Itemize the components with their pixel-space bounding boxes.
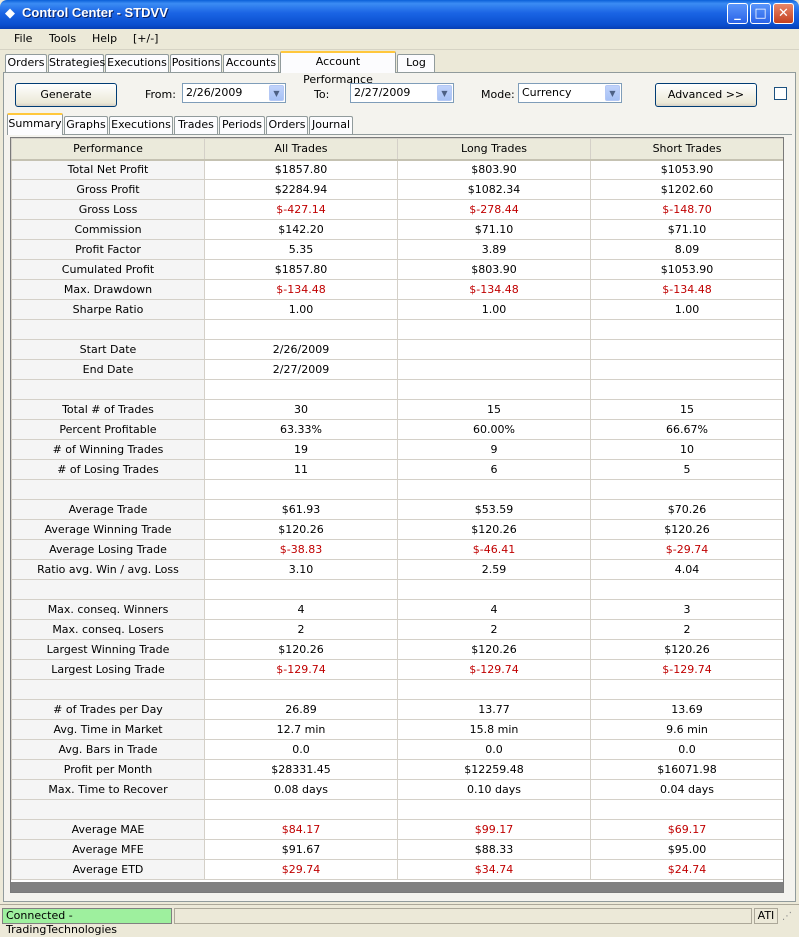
table-row[interactable] [12,820,784,840]
table-cell [205,380,398,400]
table-row[interactable] [12,720,784,740]
table-body [12,160,784,880]
table-cell: $29.74 [205,860,398,880]
table-cell: $-134.48 [591,280,784,300]
table-cell [205,580,398,600]
table-cell: 12.7 min [205,720,398,740]
table-cell: $-134.48 [205,280,398,300]
table-cell [205,320,398,340]
table-cell: 3.89 [398,240,591,260]
row-label: Avg. Time in Market [12,720,205,740]
row-label: # of Winning Trades [12,440,205,460]
table-cell: $71.10 [398,220,591,240]
table-cell [205,480,398,500]
table-cell: 4 [205,600,398,620]
table-cell: $120.26 [591,520,784,540]
table-row[interactable] [12,640,784,660]
row-label: Average Winning Trade [12,520,205,540]
row-label [12,580,205,600]
maximize-button[interactable]: □ [750,3,771,24]
table-cell: 0.0 [398,740,591,760]
table-cell: $120.26 [205,520,398,540]
table-cell: $-46.41 [398,540,591,560]
from-date-picker[interactable] [182,83,286,103]
table-cell: 5.35 [205,240,398,260]
tab-account-performance[interactable]: Account Performance [280,51,396,73]
table-cell [591,800,784,820]
table-row[interactable] [12,580,784,600]
table-cell: $70.26 [591,500,784,520]
from-date-value: 2/26/2009 [186,86,243,99]
row-label: # of Trades per Day [12,700,205,720]
table-cell: $-148.70 [591,200,784,220]
table-cell [591,680,784,700]
to-date-value: 2/27/2009 [354,86,411,99]
row-label [12,380,205,400]
table-cell [591,320,784,340]
chevron-down-icon[interactable]: ▼ [605,85,620,101]
table-cell: $24.74 [591,860,784,880]
performance-table [11,138,784,880]
table-cell [591,340,784,360]
status-bar [0,904,799,936]
table-cell: 2.59 [398,560,591,580]
tab-strategies[interactable]: Strategies [48,54,104,72]
row-label: Max. Drawdown [12,280,205,300]
subtab-executions[interactable]: Executions [109,116,173,134]
row-label: End Date [12,360,205,380]
row-label: Average ETD [12,860,205,880]
table-cell: 10 [591,440,784,460]
tab-executions[interactable]: Executions [105,54,169,72]
table-cell: $88.33 [398,840,591,860]
row-label: Profit per Month [12,760,205,780]
table-cell: 19 [205,440,398,460]
row-label: Total Net Profit [12,160,205,180]
column-header[interactable]: Performance [12,139,205,160]
table-cell: 4.04 [591,560,784,580]
advanced-button[interactable]: Advanced >> [655,83,757,107]
table-cell: $1053.90 [591,260,784,280]
generate-button[interactable]: Generate [15,83,117,107]
table-cell: 13.77 [398,700,591,720]
table-cell: 30 [205,400,398,420]
tab-positions[interactable]: Positions [170,54,222,72]
table-cell: 1.00 [591,300,784,320]
row-label: Start Date [12,340,205,360]
table-cell: 0.04 days [591,780,784,800]
table-cell: $120.26 [398,520,591,540]
menu-help[interactable]: Help [92,32,118,45]
row-label [12,800,205,820]
table-cell: $120.26 [398,640,591,660]
subtab-journal[interactable]: Journal [309,116,353,134]
table-cell: $1202.60 [591,180,784,200]
table-cell: 5 [591,460,784,480]
table-row[interactable] [12,740,784,760]
to-label: To: [314,88,330,101]
from-label: From: [145,88,176,101]
row-label: Ratio avg. Win / avg. Loss [12,560,205,580]
table-cell: 2 [205,620,398,640]
options-checkbox[interactable] [774,87,787,100]
column-header[interactable]: Short Trades [591,139,784,160]
connection-status: Connected - TradingTechnologies [2,908,172,924]
table-cell: $-129.74 [398,660,591,680]
table-cell [591,380,784,400]
table-cell [591,360,784,380]
table-row[interactable] [12,760,784,780]
row-label: Profit Factor [12,240,205,260]
table-cell [398,340,591,360]
row-label [12,480,205,500]
table-row[interactable] [12,540,784,560]
table-cell [398,480,591,500]
window-title: Control Center - STDVV [22,5,168,20]
table-cell: 3 [591,600,784,620]
row-label: Total # of Trades [12,400,205,420]
row-label [12,680,205,700]
table-cell: $120.26 [591,640,784,660]
table-row[interactable] [12,660,784,680]
row-label: Max. conseq. Losers [12,620,205,640]
table-cell: $91.67 [205,840,398,860]
menu-tools[interactable]: Tools [49,32,77,45]
table-cell: $1857.80 [205,160,398,180]
table-cell [398,800,591,820]
table-cell: 4 [398,600,591,620]
table-row[interactable] [12,400,784,420]
table-row[interactable] [12,800,784,820]
table-row[interactable] [12,300,784,320]
row-label: Max. Time to Recover [12,780,205,800]
row-label: Largest Losing Trade [12,660,205,680]
table-cell: 63.33% [205,420,398,440]
row-label [12,320,205,340]
row-label: Average MAE [12,820,205,840]
table-row[interactable] [12,160,784,180]
table-row[interactable] [12,260,784,280]
table-cell: $16071.98 [591,760,784,780]
row-label: Cumulated Profit [12,260,205,280]
table-cell [398,580,591,600]
minimize-button[interactable]: _ [727,3,748,24]
row-label: Average Losing Trade [12,540,205,560]
table-cell [205,680,398,700]
table-cell: $-129.74 [205,660,398,680]
table-cell: 8.09 [591,240,784,260]
row-label: Commission [12,220,205,240]
table-row[interactable] [12,500,784,520]
diamond-icon: ◆ [5,6,15,21]
table-row[interactable] [12,380,784,400]
table-cell: 13.69 [591,700,784,720]
mode-value: Currency [522,86,572,99]
table-cell: $-38.83 [205,540,398,560]
table-cell: 2 [591,620,784,640]
table-cell: $61.93 [205,500,398,520]
row-label: Avg. Bars in Trade [12,740,205,760]
table-cell: $-129.74 [591,660,784,680]
table-cell: 66.67% [591,420,784,440]
table-row[interactable] [12,560,784,580]
table-cell: $95.00 [591,840,784,860]
table-cell: $-278.44 [398,200,591,220]
table-cell: 1.00 [398,300,591,320]
table-cell: $69.17 [591,820,784,840]
table-row[interactable] [12,520,784,540]
table-row[interactable] [12,440,784,460]
table-cell [398,320,591,340]
table-cell: 2 [398,620,591,640]
table-cell: $142.20 [205,220,398,240]
tab-accounts[interactable]: Accounts [223,54,279,72]
chevron-down-icon[interactable]: ▼ [269,85,284,101]
row-label: Gross Loss [12,200,205,220]
table-cell: 0.0 [591,740,784,760]
table-row[interactable] [12,860,784,880]
table-row[interactable] [12,240,784,260]
table-cell: $120.26 [205,640,398,660]
subtab-periods[interactable]: Periods [219,116,265,134]
table-row[interactable] [12,700,784,720]
table-cell: 1.00 [205,300,398,320]
table-cell [398,380,591,400]
row-label: # of Losing Trades [12,460,205,480]
table-cell: 15.8 min [398,720,591,740]
row-label: Sharpe Ratio [12,300,205,320]
table-row[interactable] [12,620,784,640]
table-cell: $-29.74 [591,540,784,560]
table-cell: $1082.34 [398,180,591,200]
row-label: Average Trade [12,500,205,520]
table-cell: $28331.45 [205,760,398,780]
table-cell: 15 [591,400,784,420]
table-row[interactable] [12,420,784,440]
tab-orders[interactable]: Orders [5,54,47,72]
column-header[interactable]: All Trades [205,139,398,160]
table-cell: $803.90 [398,260,591,280]
row-label: Average MFE [12,840,205,860]
row-label: Gross Profit [12,180,205,200]
table-cell: $-427.14 [205,200,398,220]
table-cell: $-134.48 [398,280,591,300]
table-cell: 0.10 days [398,780,591,800]
table-row[interactable] [12,780,784,800]
table-cell: 9 [398,440,591,460]
table-cell: 2/27/2009 [205,360,398,380]
table-row[interactable] [12,840,784,860]
tab-log[interactable]: Log [397,54,435,72]
table-row[interactable] [12,680,784,700]
close-button[interactable]: ✕ [773,3,794,24]
subtab-summary[interactable]: Summary [7,113,63,135]
table-row[interactable] [12,480,784,500]
table-header-row [12,139,784,160]
mode-select[interactable] [518,83,622,103]
subtab-trades[interactable]: Trades [174,116,218,134]
resize-grip-icon[interactable]: ⋰ [782,911,792,922]
column-header[interactable]: Long Trades [398,139,591,160]
table-cell: $803.90 [398,160,591,180]
menu-toggle[interactable]: [+/-] [133,32,159,45]
table-cell [591,480,784,500]
table-row[interactable] [12,280,784,300]
status-panel [174,908,752,924]
table-cell: $2284.94 [205,180,398,200]
table-cell: 15 [398,400,591,420]
table-row[interactable] [12,340,784,360]
table-row[interactable] [12,220,784,240]
table-cell: 26.89 [205,700,398,720]
table-cell [205,800,398,820]
table-cell: 9.6 min [591,720,784,740]
table-cell: $34.74 [398,860,591,880]
table-cell: $1857.80 [205,260,398,280]
table-cell: 6 [398,460,591,480]
table-cell: $12259.48 [398,760,591,780]
table-cell: $99.17 [398,820,591,840]
table-row[interactable] [12,460,784,480]
menu-bar [0,29,799,50]
table-row[interactable] [12,200,784,220]
table-row[interactable] [12,360,784,380]
table-cell: 2/26/2009 [205,340,398,360]
performance-grid[interactable] [10,137,784,893]
table-cell: $84.17 [205,820,398,840]
row-label: Max. conseq. Winners [12,600,205,620]
table-cell: $71.10 [591,220,784,240]
table-cell [591,580,784,600]
row-label: Percent Profitable [12,420,205,440]
table-cell: 3.10 [205,560,398,580]
subtab-graphs[interactable]: Graphs [64,116,108,134]
mode-label: Mode: [481,88,515,101]
title-bar[interactable] [0,0,799,29]
table-row[interactable] [12,320,784,340]
menu-file[interactable]: File [14,32,33,45]
subtab-divider [8,134,792,135]
table-cell: $1053.90 [591,160,784,180]
table-row[interactable] [12,180,784,200]
subtab-orders[interactable]: Orders [266,116,308,134]
table-cell [398,360,591,380]
chevron-down-icon[interactable]: ▼ [437,85,452,101]
table-cell [398,680,591,700]
table-cell: 11 [205,460,398,480]
table-cell: 60.00% [398,420,591,440]
table-row[interactable] [12,600,784,620]
row-label: Largest Winning Trade [12,640,205,660]
grid-footer-bar [11,882,783,892]
provider-status: ATI [754,908,778,924]
table-cell: 0.0 [205,740,398,760]
table-cell: $53.59 [398,500,591,520]
table-cell: 0.08 days [205,780,398,800]
